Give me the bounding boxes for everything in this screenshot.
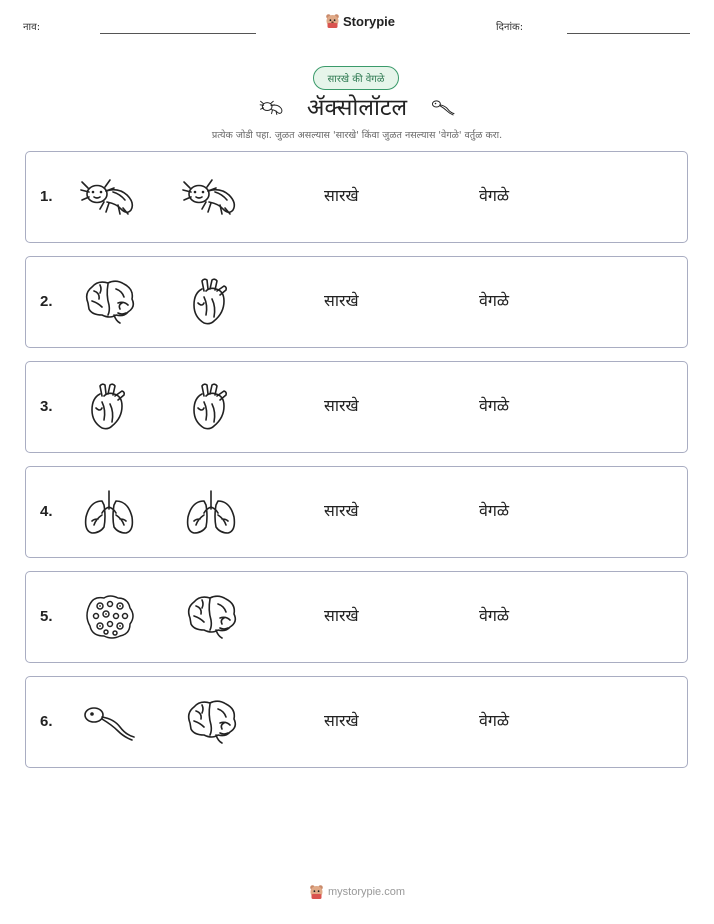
same-option[interactable]: सारखे — [324, 501, 359, 520]
question-row-2 — [25, 256, 688, 348]
heart-icon — [182, 277, 240, 327]
different-option[interactable]: वेगळे — [479, 186, 510, 205]
lungs-icon — [80, 487, 138, 537]
different-option[interactable]: वेगळे — [479, 396, 510, 415]
footer-url[interactable]: mystorypie.com — [327, 886, 406, 898]
brain-icon — [182, 697, 240, 747]
heart-icon — [80, 382, 138, 432]
footer — [0, 884, 714, 900]
brain-icon — [182, 592, 240, 642]
name-field-line[interactable] — [100, 33, 256, 34]
question-number: 5. — [40, 608, 53, 625]
question-row-6 — [25, 676, 688, 768]
storypie-mascot-icon — [309, 884, 324, 900]
same-option[interactable]: सारखे — [324, 291, 359, 310]
heart-icon — [182, 382, 240, 432]
question-number: 6. — [40, 713, 53, 730]
question-row-5 — [25, 571, 688, 663]
egg-cluster-icon — [80, 592, 138, 642]
same-option[interactable]: सारखे — [324, 711, 359, 730]
brain-icon — [80, 277, 138, 327]
question-row-4 — [25, 466, 688, 558]
activity-badge: सारखे की वेगळे — [313, 66, 399, 90]
same-option[interactable]: सारखे — [324, 186, 359, 205]
page-title: ॲक्सोलॉटल — [306, 95, 408, 121]
axolotl-icon — [182, 172, 240, 222]
storypie-mascot-icon — [325, 13, 340, 29]
date-label: दिनांक: — [496, 22, 524, 33]
same-option[interactable]: सारखे — [324, 396, 359, 415]
lungs-icon — [182, 487, 240, 537]
storypie-logo — [325, 13, 395, 29]
question-number: 3. — [40, 398, 53, 415]
different-option[interactable]: वेगळे — [479, 291, 510, 310]
question-number: 4. — [40, 503, 53, 520]
question-number: 2. — [40, 293, 53, 310]
tadpole-icon — [427, 96, 459, 118]
question-row-1 — [25, 151, 688, 243]
tadpole-icon — [80, 697, 138, 747]
same-option[interactable]: सारखे — [324, 606, 359, 625]
different-option[interactable]: वेगळे — [479, 711, 510, 730]
question-row-3 — [25, 361, 688, 453]
different-option[interactable]: वेगळे — [479, 501, 510, 520]
different-option[interactable]: वेगळे — [479, 606, 510, 625]
axolotl-icon — [80, 172, 138, 222]
date-field-line[interactable] — [567, 33, 690, 34]
question-number: 1. — [40, 188, 53, 205]
name-label: नाव: — [23, 22, 41, 33]
logo-text: Storypie — [343, 13, 396, 29]
instructions: प्रत्येक जोडी पहा. जुळत असल्यास 'सारखे' किंवा जुळत नसल्यास 'वेगळे' वर्तुळ करा. — [211, 130, 503, 141]
